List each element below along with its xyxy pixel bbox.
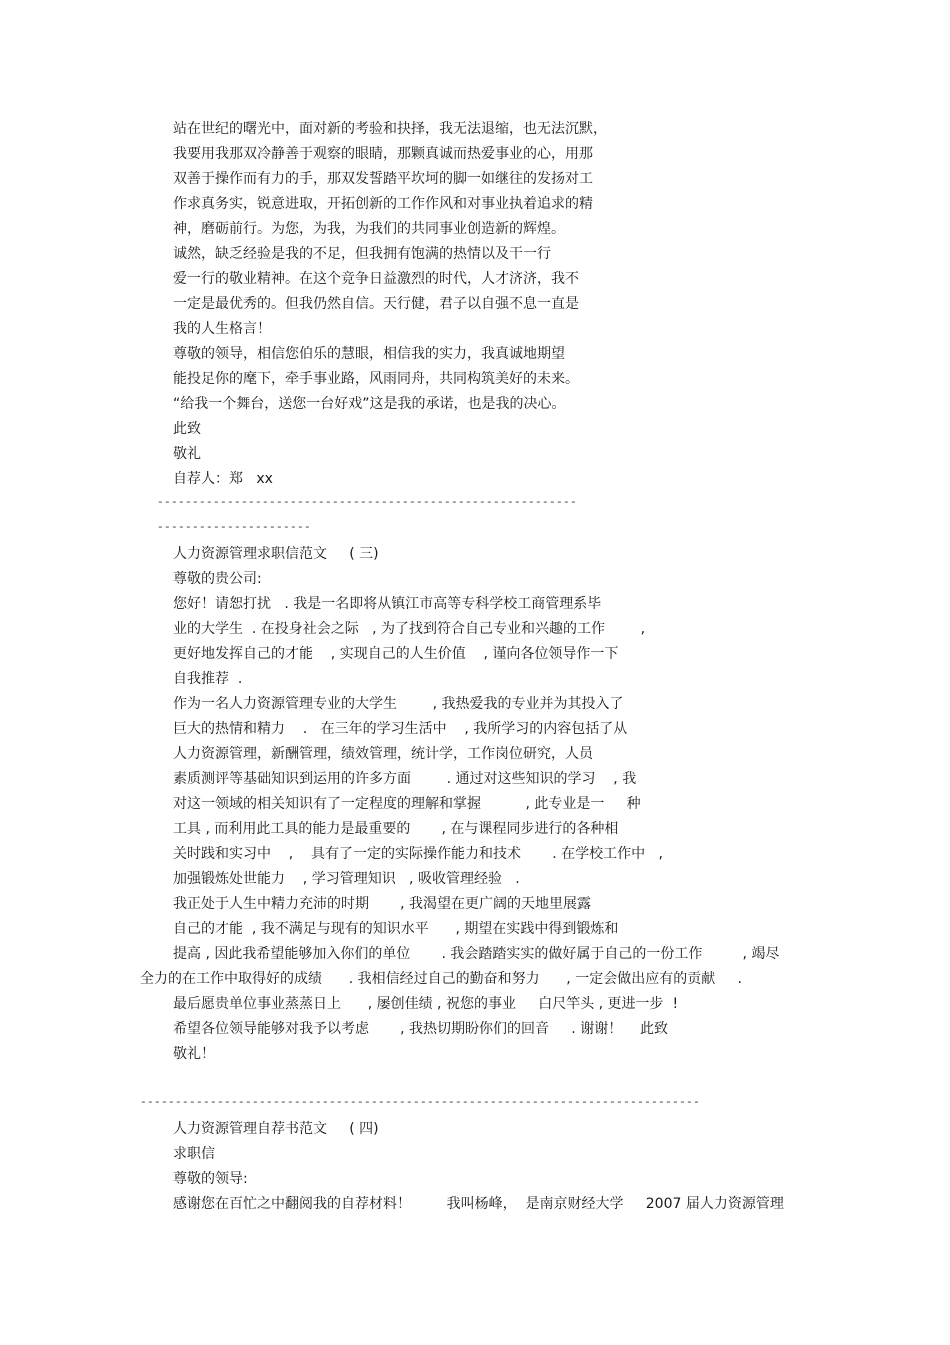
text-line: 作求真务实，锐意进取，开拓创新的工作作风和对事业执着追求的精 <box>173 196 593 212</box>
text-line: 作为一名人力资源管理专业的大学生 , 我热爱我的专业并为其投入了 <box>173 696 624 712</box>
text-line: 人力资源管理，新酬管理，绩效管理，统计学，工作岗位研究，人员 <box>173 746 593 762</box>
text-line: 素质测评等基础知识到运用的许多方面 . 通过对这些知识的学习 , 我 <box>173 771 637 787</box>
salutation: 尊敬的贵公司: <box>173 571 262 587</box>
text-line: 对这一领域的相关知识有了一定程度的理解和掌握 , 此专业是一 种 <box>173 796 641 812</box>
text-line: 神，磨砺前行。为您，为我，为我们的共同事业创造新的辉煌。 <box>173 221 565 237</box>
text-line: 能投足你的麾下，牵手事业路，风雨同舟，共同构筑美好的未来。 <box>173 371 579 387</box>
text-line: 巨大的热情和精力 . 在三年的学习生活中 , 我所学习的内容包括了从 <box>173 721 628 737</box>
closing-line: 敬礼！ <box>173 1046 215 1062</box>
section-separator: ------------------------------------------------------------ <box>157 497 578 509</box>
text-line: 爱一行的敬业精神。在这个竞争日益激烈的时代，人才济济，我不 <box>173 271 579 287</box>
text-line: 希望各位领导能够对我予以考虑 , 我热切期盼你们的回音 . 谢谢！ 此致 <box>173 1021 669 1037</box>
text-line: 尊敬的领导，相信您伯乐的慧眼，相信我的实力，我真诚地期望 <box>173 346 565 362</box>
text-line: 一定是最优秀的。但我仍然自信。天行健，君子以自强不息一直是 <box>173 296 579 312</box>
closing-line: 此致 <box>173 421 201 437</box>
text-line: 我的人生格言！ <box>173 321 271 337</box>
letter-title: 求职信 <box>173 1146 215 1162</box>
text-line: 提高 , 因此我希望能够加入你们的单位 . 我会踏踏实实的做好属于自己的一份工作 , 竭尽 <box>173 946 780 962</box>
text-line: 我要用我那双冷静善于观察的眼睛，那颗真诚而热爱事业的心，用那 <box>173 146 593 162</box>
text-line: 业的大学生 . 在投身社会之际 , 为了找到符合自己专业和兴趣的工作 , <box>173 621 646 637</box>
text-line: 最后愿贵单位事业蒸蒸日上 , 屡创佳绩 , 祝您的事业 白尺竿头 , 更进一步 ! <box>173 996 679 1012</box>
text-line: 您好！请恕打扰 . 我是一名即将从镇江市高等专科学校工商管理系毕 <box>173 596 602 612</box>
text-line: 全力的在工作中取得好的成绩 . 我相信经过自己的勤奋和努力 , 一定会做出应有的贡献 . <box>140 971 742 987</box>
text-line: 工具 , 而利用此工具的能力是最重要的 , 在与课程同步进行的各种相 <box>173 821 619 837</box>
salutation: 尊敬的领导: <box>173 1171 248 1187</box>
section-separator: -------------------------------------------------------------------------------- <box>140 1097 701 1109</box>
text-line: 自我推荐 . <box>173 671 243 687</box>
section-heading: 人力资源管理求职信范文 ( 三) <box>173 546 379 562</box>
closing-line: 敬礼 <box>173 446 201 462</box>
text-line: 站在世纪的曙光中，面对新的考验和抉择，我无法退缩，也无法沉默， <box>173 121 607 137</box>
text-line: “给我一个舞台，送您一台好戏”这是我的承诺，也是我的决心。 <box>173 396 566 412</box>
text-line: 更好地发挥自己的才能 , 实现自己的人生价值 , 谨向各位领导作一下 <box>173 646 619 662</box>
text-line: 关时践和实习中 , 具有了一定的实际操作能力和技术 . 在学校工作中 , <box>173 846 663 862</box>
text-line: 感谢您在百忙之中翻阅我的自荐材料！ 我叫杨峰， 是南京财经大学 2007 届人力资源管理 <box>173 1196 784 1212</box>
text-line: 诚然，缺乏经验是我的不足，但我拥有饱满的热情以及干一行 <box>173 246 551 262</box>
text-line: 双善于操作而有力的手，那双发誓踏平坎坷的脚一如继往的发扬对工 <box>173 171 593 187</box>
section-separator: ---------------------- <box>157 522 312 534</box>
text-line: 自己的才能 , 我不满足与现有的知识水平 , 期望在实践中得到锻炼和 <box>173 921 619 937</box>
section-heading: 人力资源管理自荐书范文 ( 四) <box>173 1121 379 1137</box>
signature-line: 自荐人：郑 xx <box>173 471 273 487</box>
text-line: 我正处于人生中精力充沛的时期 , 我渴望在更广阔的天地里展露 <box>173 896 592 912</box>
text-line: 加强锻炼处世能力 , 学习管理知识 , 吸收管理经验 . <box>173 871 520 887</box>
